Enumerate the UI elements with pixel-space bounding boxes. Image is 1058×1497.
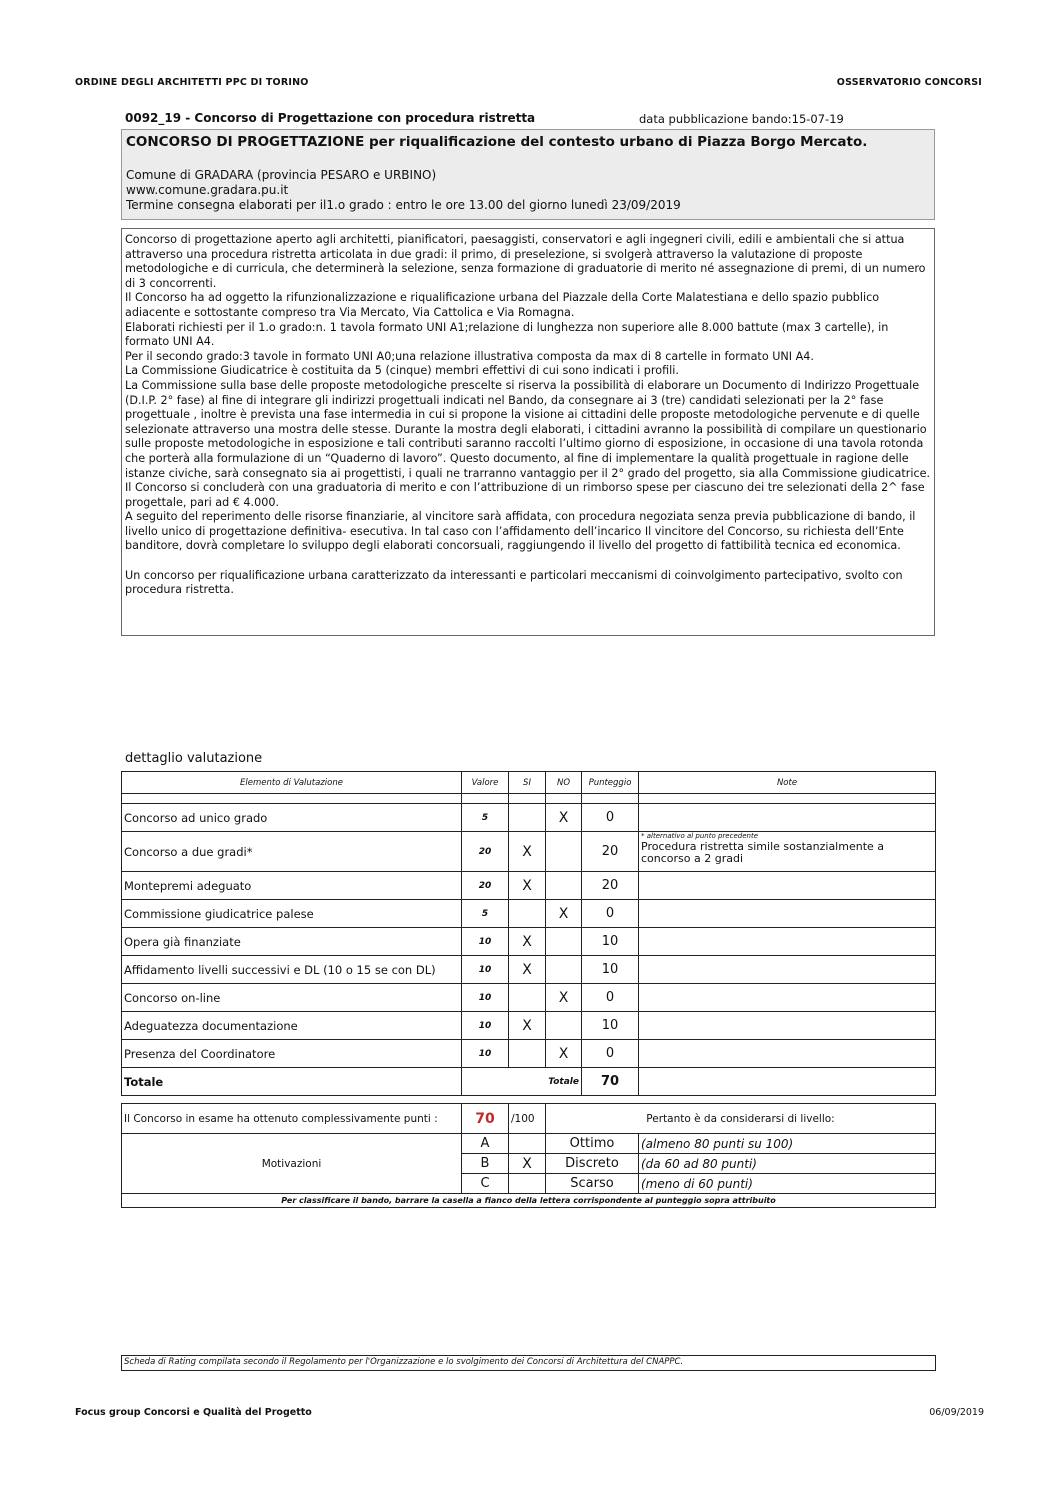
total-row [122,1068,936,1096]
total-label: Totale [122,1068,462,1096]
table-row [122,872,936,900]
total-score: 70 [582,1068,639,1096]
footer-group: Focus group Concorsi e Qualità del Progetto [75,1407,312,1418]
row-score: 0 [582,900,639,928]
row-value: 5 [462,804,509,832]
row-no-mark [546,956,582,984]
row-note-small: * alternativo al punto precedente [641,832,759,840]
row-no-mark [546,832,582,872]
footer-date: 06/09/2019 [929,1407,984,1418]
description-paragraph: Elaborati richiesti per il 1.o grado:n. 1 tavola formato UNI A1;relazione di lunghezza non superiore alle 8.000 battute (max 3 cartelle), in formato UNI A4. [125,320,889,349]
table-row [122,1040,936,1068]
row-score: 0 [582,804,639,832]
table-row [122,832,936,872]
row-no-mark: X [546,900,582,928]
level-range: (almeno 80 punti su 100) [639,1134,936,1154]
spacer-row [122,794,936,804]
description-paragraph: Il Concorso si concluderà con una graduatoria di merito e con l’attribuzione di un rimborso spese per ciascuno dei tre selezionati della 2^ fase progettale, pari ad € 4.000. [125,481,925,509]
evaluation-table [121,771,936,1096]
header-value: Valore [462,772,509,794]
row-label: Commissione giudicatrice palese [122,900,462,928]
row-value: 10 [462,928,509,956]
row-note [639,956,936,984]
row-score: 10 [582,1012,639,1040]
table-row [122,1012,936,1040]
score-summary-label: Il Concorso in esame ha ottenuto complessivamente punti : [122,1104,462,1134]
row-si-mark [509,900,546,928]
level-range: (meno di 60 punti) [639,1174,936,1194]
level-name: Scarso [546,1174,639,1194]
row-note [639,928,936,956]
row-value: 5 [462,900,509,928]
level-name: Discreto [546,1154,639,1174]
row-no-mark [546,1012,582,1040]
competition-code-title: 0092_19 - Concorso di Progettazione con procedura ristretta [125,111,536,125]
row-no-mark: X [546,984,582,1012]
row-no-mark [546,928,582,956]
row-si-mark: X [509,832,546,872]
table-row [122,900,936,928]
header-no: NO [546,772,582,794]
table-row [122,984,936,1012]
score-out-of: /100 [509,1104,546,1134]
row-value: 10 [462,1012,509,1040]
total-label-small: Totale [462,1068,582,1096]
classification-instruction: Per classificare il bando, barrare la casella a fianco della lettera corrispondente al punteggio sopra attribuito [122,1194,936,1208]
row-value: 20 [462,872,509,900]
row-note [639,1040,936,1068]
row-label: Concorso on-line [122,984,462,1012]
publication-date: data pubblicazione bando:15-07-19 [639,112,844,126]
level-letter: A [462,1134,509,1154]
row-no-mark: X [546,1040,582,1068]
deadline: Termine consegna elaborati per il1.o grado : entro le ore 13.00 del giorno lunedì 23/09/2019 [126,198,681,212]
row-note [639,984,936,1012]
row-label: Affidamento livelli successivi e DL (10 o 15 se con DL) [122,956,462,984]
score-table [121,1103,936,1208]
website: www.comune.gradara.pu.it [126,183,289,197]
competition-main-title: CONCORSO DI PROGETTAZIONE per riqualificazione del contesto urbano di Piazza Borgo Mercato. [126,134,868,150]
row-note-cell [639,832,936,872]
row-score: 20 [582,832,639,872]
municipality: Comune di GRADARA (provincia PESARO e URBINO) [126,168,437,182]
header-notes: Note [639,772,936,794]
row-score: 10 [582,956,639,984]
table-row [122,804,936,832]
row-label: Presenza del Coordinatore [122,1040,462,1068]
row-si-mark [509,984,546,1012]
description-summary: Un concorso per riqualificazione urbana caratterizzato da interessanti e particolari meccanismi di coinvolgimento partecipativo, svolto con procedura ristretta. [125,568,903,597]
row-si-mark: X [509,872,546,900]
description-paragraph: A seguito del reperimento delle risorse finanziarie, al vincitore sarà affidata, con procedura negoziata senza previa pubblicazione di bando, il livello unico di progettazione definitiva- esecutiva. In tal caso con l’affidamento dell’incarico Il vincitore del Concorso, su richiesta dell’Ente banditore, dovrà completare lo sviluppo degli elaborati concorsuali, raggiungendo il livello del progetto di fattibilità tecnica ed economica. [125,510,916,553]
row-si-mark: X [509,1012,546,1040]
evaluation-section-label: dettaglio valutazione [125,751,263,766]
row-si-mark: X [509,956,546,984]
row-note [639,900,936,928]
row-note [639,1012,936,1040]
header-element: Elemento di Valutazione [122,772,462,794]
row-no-mark: X [546,804,582,832]
row-label: Montepremi adeguato [122,872,462,900]
row-si-mark: X [509,928,546,956]
row-no-mark [546,872,582,900]
rating-note: Scheda di Rating compilata secondo il Regolamento per l'Organizzazione e lo svolgimento dei Concorsi di Architettura del CNAPPC. [121,1355,936,1371]
level-mark [509,1134,546,1154]
info-box [121,129,935,220]
description-paragraph: Concorso di progettazione aperto agli architetti, pianificatori, paesaggisti, conservatori e agli ingegneri civili, edili e ambientali che si attua attraverso una procedura ristretta articolata in due gradi: il primo, di preselezione, si svolgerà attraverso la valutazione di proposte metodologiche e di curricula, che determinerà la selezione, senza formazione di graduatorie di merito né assegnazione di premi, di un numero di 3 concorrenti. [125,233,926,290]
row-label: Opera già finanziate [122,928,462,956]
table-row [122,928,936,956]
instruction-row [122,1194,936,1208]
row-value: 20 [462,832,509,872]
level-letter: B [462,1154,509,1174]
level-text: Pertanto è da considerarsi di livello: [546,1104,936,1134]
description-paragraph: Per il secondo grado:3 tavole in formato UNI A0;una relazione illustrativa composta da max di 8 cartelle in formato UNI A4. [125,349,814,363]
row-note [639,804,936,832]
row-note [639,872,936,900]
header-si: SI [509,772,546,794]
row-score: 20 [582,872,639,900]
row-si-mark [509,1040,546,1068]
header-observatory: OSSERVATORIO CONCORSI [836,77,982,88]
row-score: 0 [582,984,639,1012]
motivation-label: Motivazioni [122,1134,462,1194]
row-value: 10 [462,984,509,1012]
header-score: Punteggio [582,772,639,794]
row-si-mark [509,804,546,832]
score-summary-row [122,1104,936,1134]
level-row-a [122,1134,936,1154]
header-organization: ORDINE DEGLI ARCHITETTI PPC DI TORINO [75,77,309,88]
row-label: Concorso ad unico grado [122,804,462,832]
row-note: Procedura ristretta simile sostanzialmente a concorso a 2 gradi [641,840,885,865]
description-box [121,228,935,636]
level-letter: C [462,1174,509,1194]
level-name: Ottimo [546,1134,639,1154]
description-paragraph: La Commissione sulla base delle proposte metodologiche prescelte si riserva la possibilità di elaborare un Documento di Indirizzo Progettuale (D.I.P. 2° fase) al fine di integrare gli indirizzi progettuali indicati nel Bando, da consegnare ai 3 (tre) candidati selezionati per la 2° fase progettuale , inoltre è prevista una fase intermedia in cui si propone la visione ai cittadini delle proposte metodologiche pervenute e di quelle selezionate attraverso una mostra delle stesse. Durante la mostra degli elaborati, i cittadini avranno la possibilità di compilare un questionario sulle proposte metodologiche in esposizione e tali contributi saranno raccolti l’ultimo giorno di esposizione, in occasione di una tavola rotonda che porterà alla formulazione di un “Quaderno di lavoro”. Questo documento, al fine di implementare la qualità progettuale in ragione delle istanze civiche, sarà consegnato sia ai progettisti, i quali ne trarranno vantaggio per il 2° grado del progetto, sia alla Commissione giudicatrice. [125,378,931,480]
description-paragraph: Il Concorso ha ad oggetto la rifunzionalizzazione e riqualificazione urbana del Piazzale della Corte Malatestiana e dello spazio pubblico adiacente e sottostante compreso tra Via Mercato, Via Cattolica e Via Romagna. [125,291,880,319]
level-mark [509,1174,546,1194]
row-value: 10 [462,956,509,984]
row-score: 10 [582,928,639,956]
score-points: 70 [462,1104,509,1134]
row-score: 0 [582,1040,639,1068]
level-mark: X [509,1154,546,1174]
row-label: Adeguatezza documentazione [122,1012,462,1040]
level-range: (da 60 ad 80 punti) [639,1154,936,1174]
row-label: Concorso a due gradi* [122,832,462,872]
row-value: 10 [462,1040,509,1068]
description-paragraph: La Commissione Giudicatrice è costituita da 5 (cinque) membri effettivi di cui sono indicati i profili. [125,364,679,378]
total-note [639,1068,936,1096]
table-row [122,956,936,984]
